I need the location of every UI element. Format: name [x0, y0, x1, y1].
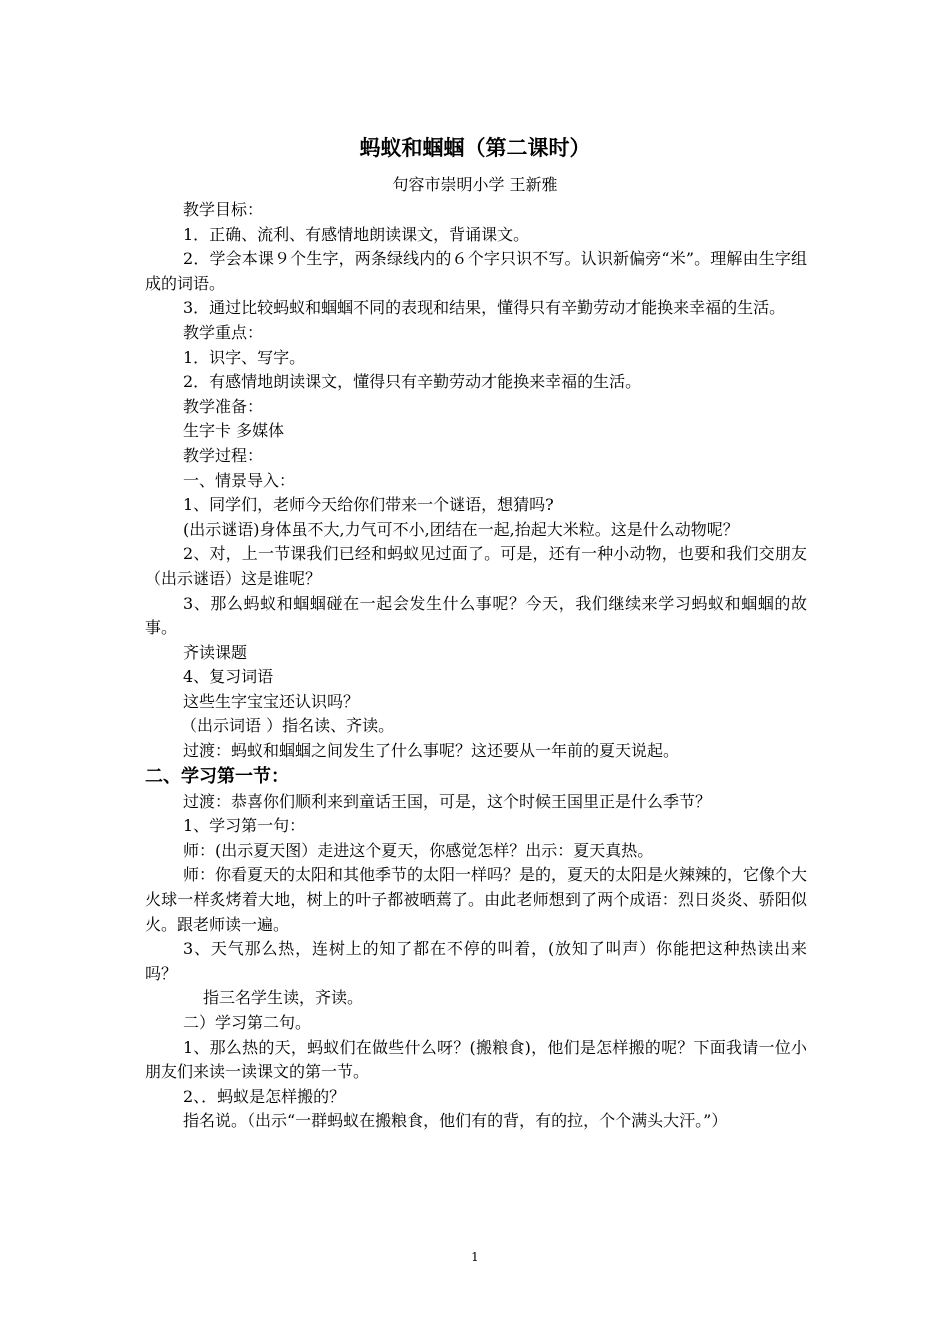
paragraph: 教学准备： — [183, 396, 264, 416]
page-number: 1 — [471, 1250, 479, 1264]
document-title: 蚂蚁和蝈蝈（第二课时） — [359, 135, 591, 160]
paragraph: 2．学会本课９个生字，两条绿线内的６个字只识不写。认识新偏旁“米”。理解由生字组成的词语。 — [145, 249, 807, 293]
paragraph: 这些生字宝宝还认识吗？ — [183, 691, 360, 711]
paragraph: 3．通过比较蚂蚁和蝈蝈不同的表现和结果，懂得只有辛勤劳动才能换来幸福的生活。 — [183, 298, 786, 318]
document-author: 句容市崇明小学 王新雅 — [392, 175, 558, 194]
paragraph: （出示词语 ）指名读、齐读。 — [181, 716, 395, 736]
paragraph: 齐读课题 — [183, 642, 248, 662]
paragraph: 1、那么热的天，蚂蚁们在做些什么呀？(搬粮食)，他们是怎样搬的呢？下面我请一位小朋友们来读一读课文的第一节。 — [145, 1037, 807, 1082]
section-heading: 二、学习第一节： — [145, 765, 289, 787]
paragraph: 教学过程： — [183, 445, 264, 465]
paragraph: 3、天气那么热，连树上的知了都在不停的叫着，(放知了叫声）你能把这种热读出来吗？ — [145, 939, 807, 983]
paragraph: 一、情景导入： — [183, 470, 296, 490]
paragraph: 3、那么蚂蚁和蝈蝈碰在一起会发生什么事呢？今天，我们继续来学习蚂蚁和蝈蝈的故事。 — [145, 593, 807, 638]
paragraph: 教学重点： — [183, 322, 264, 342]
paragraph: 1、同学们，老师今天给你们带来一个谜语，想猜吗? — [183, 495, 554, 515]
paragraph: 指三名学生读，齐读。 — [203, 988, 364, 1008]
paragraph: 2、．蚂蚁是怎样搬的？ — [183, 1086, 346, 1106]
paragraph: 过渡：蚂蚁和蝈蝈之间发生了什么事呢？这还要从一年前的夏天说起。 — [183, 741, 680, 761]
paragraph: (出示谜语)身体虽不大,力气可不小,团结在一起,抬起大米粒。这是什么动物呢？ — [183, 519, 739, 539]
paragraph: 4、复习词语 — [183, 667, 274, 687]
paragraph: 1．正确、流利、有感情地朗读课文，背诵课文。 — [183, 224, 530, 244]
paragraph: 指名说。（出示“一群蚂蚁在搬粮食，他们有的背，有的拉，个个满头大汗。”） — [183, 1111, 728, 1131]
paragraph: 二）学习第二句。 — [183, 1013, 312, 1032]
paragraph: 生字卡 多媒体 — [183, 421, 285, 441]
paragraph: 师：(出示夏天图）走进这个夏天，你感觉怎样？出示：夏天真热。 — [183, 840, 654, 860]
paragraph: 1．识字、写字。 — [183, 347, 306, 367]
paragraph: 教学目标： — [183, 200, 264, 219]
paragraph: 过渡：恭喜你们顺利来到童话王国，可是，这个时候王国里正是什么季节？ — [183, 791, 712, 811]
paragraph: 1、学习第一句： — [183, 816, 306, 836]
paragraph: 2、对，上一节课我们已经和蚂蚁见过面了。可是，还有一种小动物，也要和我们交朋友（出示谜语）这是谁呢？ — [145, 544, 807, 588]
document-body — [145, 198, 807, 1134]
paragraph: 2．有感情地朗读课文，懂得只有辛勤劳动才能换来幸福的生活。 — [183, 372, 642, 392]
paragraph: 师：你看夏天的太阳和其他季节的太阳一样吗？是的，夏天的太阳是火辣辣的，它像个大火球一样炙烤着大地，树上的叶子都被晒蔫了。由此老师想到了两个成语：烈日炎炎、骄阳似火。跟老师读一遍。 — [145, 865, 808, 934]
